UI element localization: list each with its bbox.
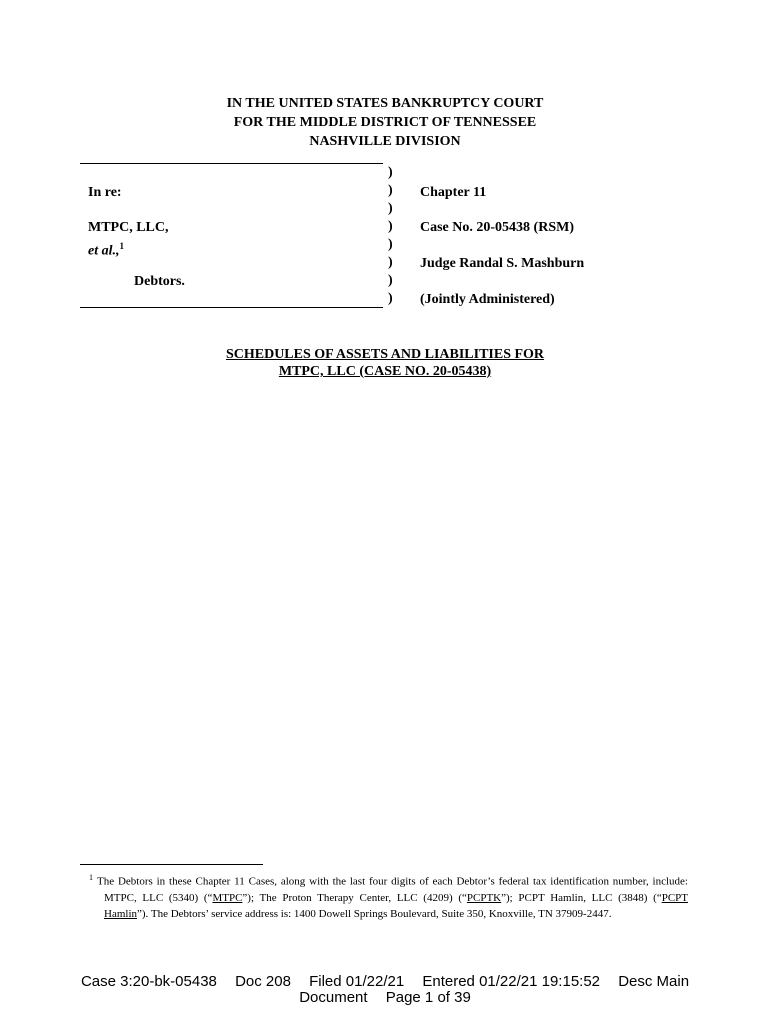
jointly-administered: (Jointly Administered): [420, 292, 555, 307]
stamp-filed: Filed 01/22/21: [309, 973, 405, 990]
et-al: [88, 237, 124, 261]
caption-paren: ): [388, 165, 393, 180]
judge-name: Judge Randal S. Mashburn: [420, 256, 585, 271]
stamp-page: Page 1 of 39: [385, 989, 471, 1006]
caption-bottom-rule: [80, 307, 383, 308]
caption-paren: ): [388, 183, 393, 198]
court-header: [0, 94, 770, 151]
caption-paren: ): [388, 237, 393, 252]
caption-paren: ): [388, 273, 393, 288]
caption-paren: ): [388, 255, 393, 270]
caption-paren: ): [388, 291, 393, 306]
document-title: [0, 346, 770, 380]
footnote: [80, 870, 688, 922]
footnote-number: 1: [89, 873, 93, 882]
stamp-entered: Entered 01/22/21 19:15:52: [422, 973, 601, 990]
caption-paren: ): [388, 201, 393, 216]
caption-paren: ): [388, 219, 393, 234]
chapter-label: Chapter 11: [420, 185, 487, 200]
caption-paren-column: [388, 164, 393, 308]
debtor-name: MTPC, LLC,: [88, 220, 169, 235]
stamp-case: Case 3:20-bk-05438: [80, 973, 217, 990]
stamp-document: Document: [299, 989, 368, 1006]
document-title-line-2: MTPC, LLC (CASE NO. 20-05438): [278, 364, 492, 379]
footnote-ref: 1: [119, 241, 124, 251]
court-header-line-2: FOR THE MIDDLE DISTRICT OF TENNESSEE: [233, 115, 537, 130]
document-title-line-1: SCHEDULES OF ASSETS AND LIABILITIES FOR: [225, 347, 545, 362]
footnote-text-b: ”); The Proton Therapy Center, LLC (4209) (“: [242, 891, 467, 904]
court-header-line-1: IN THE UNITED STATES BANKRUPTCY COURT: [226, 96, 544, 111]
footnote-text-d: ”). The Debtors’ service address is: 1400 Dowell Springs Boulevard, Suite 350, Knoxville, TN 37909-2447.: [137, 907, 612, 920]
footnote-pcptk: PCPTK: [466, 891, 502, 904]
stamp-doc: Doc 208: [235, 973, 291, 990]
footnote-rule: [80, 864, 263, 865]
stamp-desc: Desc Main: [618, 973, 690, 990]
in-re-label: In re:: [88, 185, 122, 200]
caption-top-rule: [80, 163, 383, 164]
filing-stamp: [0, 974, 770, 1006]
court-header-line-3: NASHVILLE DIVISION: [309, 134, 461, 149]
case-number: Case No. 20-05438 (RSM): [420, 220, 574, 235]
et-al-text: et al.,: [88, 243, 120, 259]
footnote-text-a: The Debtors in these Chapter 11 Cases, along with the last four digits of each Debtor’s federal tax identification number, include: MTPC, LLC (5340) (“: [97, 875, 688, 904]
debtors-label: Debtors.: [134, 274, 185, 289]
footnote-mtpc: MTPC: [212, 891, 243, 904]
footnote-hamlin: PCPT Hamlin: [104, 891, 688, 920]
footnote-text-c: ”); PCPT Hamlin, LLC (3848) (“: [501, 891, 662, 904]
